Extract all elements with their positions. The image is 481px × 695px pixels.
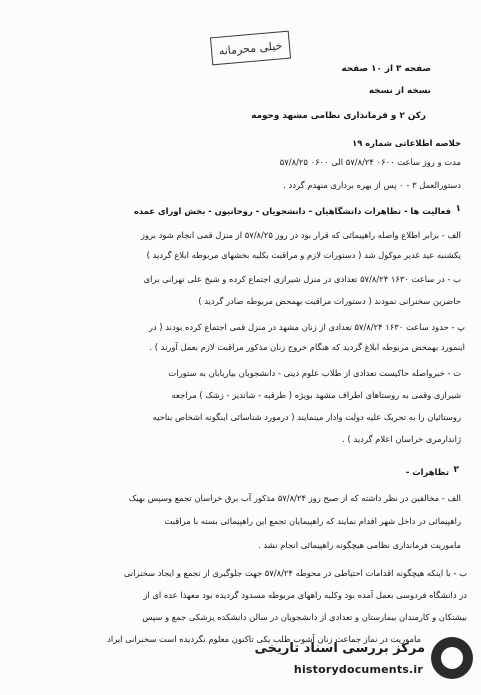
- item-te-line-1: ت - خبرواصله حاکیست تعدادی از طلاب علوم دینی - دانشجویان بیاریابان به ستورات: [168, 368, 461, 378]
- archive-logo-icon: [431, 637, 473, 679]
- item-be-line-2: حاضرین سخنرانی نمودند ( دستورات مراقبت بهمحض مربوطه صادر گردید ): [198, 296, 461, 306]
- item2-be-line-2: در دانشگاه فردوسی بعمل آمده بود وکلیه راههای مربوطه مسدود گردیده بود معهذا عده ای از: [143, 590, 467, 600]
- report-period: مدت و روز ساعت ۰۶۰۰ ۵۷/۸/۲۴ الی ۰۶۰۰ ۵۷/۸/۲۵: [279, 157, 461, 167]
- watermark-url: historydocuments.ir: [293, 663, 423, 676]
- watermark-title: مرکز بررسی اسناد تاریخی: [254, 641, 425, 656]
- archive-watermark: [215, 635, 475, 689]
- item-be-line-1: ب - در ساعت ۱۶۳۰ ۵۷/۸/۲۴ تعدادی در منزل شیرازی اجتماع کرده و شیخ علی تهرانی برای: [143, 274, 461, 284]
- item-te-line-4: ژاندارمری خراسان اعلام گردید ) .: [342, 434, 461, 444]
- item-te-line-3: روستائیان را به تحریک علیه دولت وادار مینمایند ( درمورد شناسائی اینگونه اشخاص بناحیه: [152, 412, 461, 422]
- item-te-line-2: شیرازی وقمی به روستاهای اطراف مشهد بویژه ( طرقبه - شاندیز - زشک ) مراجعه: [171, 390, 461, 400]
- copy-number-line: نسخه از نسخه: [368, 86, 431, 96]
- item-alef-line-1: الف - برابر اطلاع واصله راهپیمائی که قرار بود در روز ۵۷/۸/۲۵ از منزل قمی انجام شود بروز: [140, 230, 461, 240]
- section2-number: ۲: [453, 465, 459, 475]
- section2-title: تظاهرات -: [405, 467, 449, 477]
- item2-alef-line-3: ماموریت فرمانداری نظامی هیچگونه راهپیمائی انجام نشد .: [258, 540, 461, 550]
- item2-alef-line-1: الف - مخالفین در نظر داشته که از صبح روز ۵۷/۸/۲۴ مذکور آب برق خراسان تجمع وسپس بهیک: [128, 493, 461, 503]
- item2-alef-line-2: راهپیمائی در داخل شهر اقدام نمایند که راهپیمایان تجمع این راهپیمائی بسته با مراقبت: [164, 516, 461, 526]
- classification-stamp: خیلی محرمانه: [210, 31, 291, 66]
- item-alef-line-2: یکشنبه عید غدیر موکول شد ( دستورات لازم و مراقبت بکلیه بخشهای مربوطه ابلاغ گردید ): [146, 250, 461, 260]
- section1-title: فعالیت ها - تظاهرات دانشگاهیان - دانشجویان - روحانیون - بخش اورای عمده: [133, 206, 451, 216]
- item-pe-line-1: پ - حدود ساعت ۱۶۳۰ ۵۷/۸/۲۴ تعدادی از زنان مشهد در منزل قمی اجتماع کرده بودند ( در: [148, 322, 465, 332]
- item-pe-line-2: اینمورد بهمحض مربوطه ابلاغ گردید که هنگام خروج زنان مذکور مراقبت لازم بعمل آورند ) .: [149, 342, 465, 352]
- item2-be-line-1: ب - با اینکه هیچگونه اقدامات احتیاطی در محوطه ۵۷/۸/۲۴ جهت جلوگیری از تجمع و ایجاد سخنرانی: [123, 568, 467, 578]
- report-title: خلاصه اطلاعاتی شماره ۱۹: [352, 138, 461, 148]
- recipient-line: رکن ۲ و فرمانداری نظامی مشهد وحومه: [251, 111, 426, 121]
- item2-be-line-4: ماموریت در نماز جماعت زنان آشوب طلب یکی تاکنون معلوم نگردیده است سخنرانی ایراد: [107, 634, 421, 644]
- page-number-line: صفحه ۳ از ۱۰ صفحه: [341, 64, 431, 74]
- section1-number: ۱: [455, 204, 461, 214]
- report-instruction: دستورالعمل ۳ - ۰ پس از بهره برداری منهدم گردد .: [283, 180, 461, 190]
- item2-be-line-3: بیشتکان و کارمندان بیمارستان و تعدادی از دانشجویان در سالن دانشکده پزشکی جمع و سپس: [142, 612, 467, 622]
